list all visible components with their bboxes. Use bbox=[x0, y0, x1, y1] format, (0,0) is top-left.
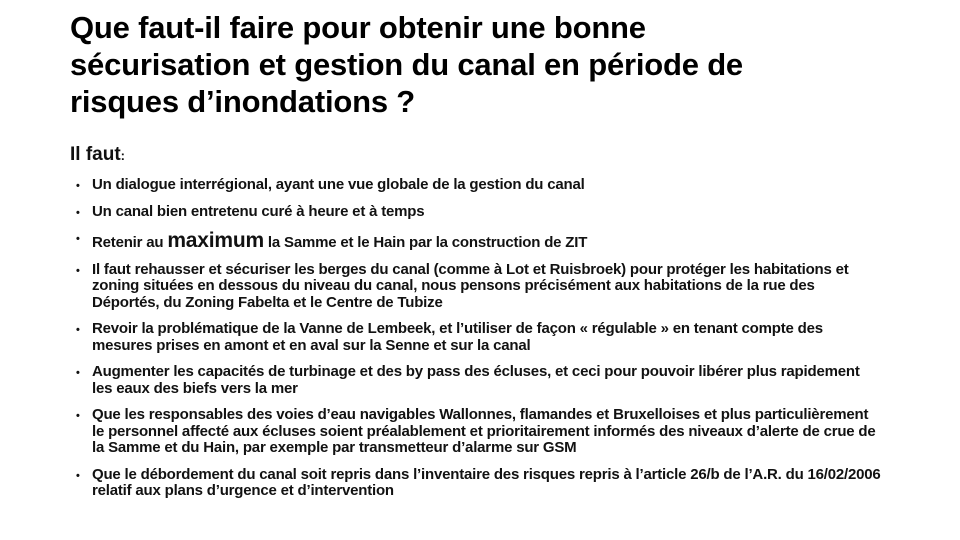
bullet-text bbox=[92, 407, 882, 457]
bullet-item bbox=[70, 364, 882, 397]
bullet-marker: • bbox=[76, 367, 80, 379]
intro-colon: : bbox=[120, 148, 126, 163]
bullet-text-segment: Que les responsables des voies d’eau navigables Wallonnes, flamandes et Bruxelloises et plus particulièrement le personnel affecté aux écluses soient préalablement et prioritairement informés des niveaux d’alerte de crue de la Samme et du Hain, par exemple par transmetteur d’alarme sur GSM bbox=[92, 406, 876, 456]
bullet-marker: • bbox=[76, 206, 80, 219]
bullet-item bbox=[70, 204, 882, 221]
bullet-marker: • bbox=[76, 233, 80, 245]
bullet-text-segment: Que le débordement du canal soit repris dans l’inventaire des risques repris à l’article 26/b de l’A.R. du 16/02/2006 relatif aux plans d’urgence et d’intervention bbox=[92, 465, 881, 499]
title-line: Que faut-il faire pour obtenir une bonne bbox=[70, 10, 646, 45]
bullet-text bbox=[92, 262, 882, 312]
bullet-item bbox=[70, 177, 882, 194]
bullet-item bbox=[70, 407, 882, 457]
title-line: risques d’inondations ? bbox=[70, 84, 416, 119]
bullet-text-segment: Augmenter les capacités de turbinage et des by pass des écluses, et ceci pour pouvoir libérer plus rapidement les eaux des biefs vers la mer bbox=[92, 363, 860, 397]
bullet-text-segment: Un dialogue interrégional, ayant une vue globale de la gestion du canal bbox=[92, 176, 585, 193]
bullet-text-segment: maximum bbox=[167, 229, 264, 252]
intro-text bbox=[70, 144, 902, 166]
bullet-marker: • bbox=[76, 469, 80, 482]
bullet-text bbox=[92, 467, 882, 500]
bullet-item bbox=[70, 230, 882, 252]
bullet-item bbox=[70, 321, 882, 354]
title-line: sécurisation et gestion du canal en période de bbox=[70, 47, 743, 82]
bullet-text bbox=[92, 321, 882, 354]
bullet-text-segment: la Samme et le Hain par la construction de ZIT bbox=[263, 234, 588, 251]
bullet-text bbox=[92, 204, 882, 221]
bullet-text-segment: Un canal bien entretenu curé à heure et à temps bbox=[92, 202, 425, 220]
bullet-text bbox=[92, 177, 882, 194]
bullet-marker: • bbox=[76, 180, 80, 192]
bullet-marker: • bbox=[76, 410, 80, 422]
bullet-marker: • bbox=[76, 264, 80, 277]
bullet-text-segment: Retenir au bbox=[92, 234, 168, 251]
bullet-list bbox=[70, 177, 902, 500]
slide-title bbox=[70, 9, 915, 120]
bullet-item bbox=[70, 262, 882, 312]
bullet-marker: • bbox=[76, 324, 80, 336]
bullet-text-segment: Il faut rehausser et sécuriser les berges du canal (comme à Lot et Ruisbroek) pour protéger les habitations et zoning situées en dessous du niveau du canal, nous pensons précisément aux habitations de la rue des Déportés, du Zoning Fabelta et le Centre de Tubize bbox=[92, 260, 849, 311]
bullet-item bbox=[70, 467, 882, 500]
bullet-text-segment: Revoir la problématique de la Vanne de Lembeek, et l’utiliser de façon « régulable » en tenant compte des mesures prises en amont et en aval sur la Senne et sur la canal bbox=[92, 320, 823, 354]
intro-label: Il faut bbox=[70, 144, 121, 165]
bullet-text bbox=[92, 230, 882, 252]
bullet-text bbox=[92, 364, 882, 397]
